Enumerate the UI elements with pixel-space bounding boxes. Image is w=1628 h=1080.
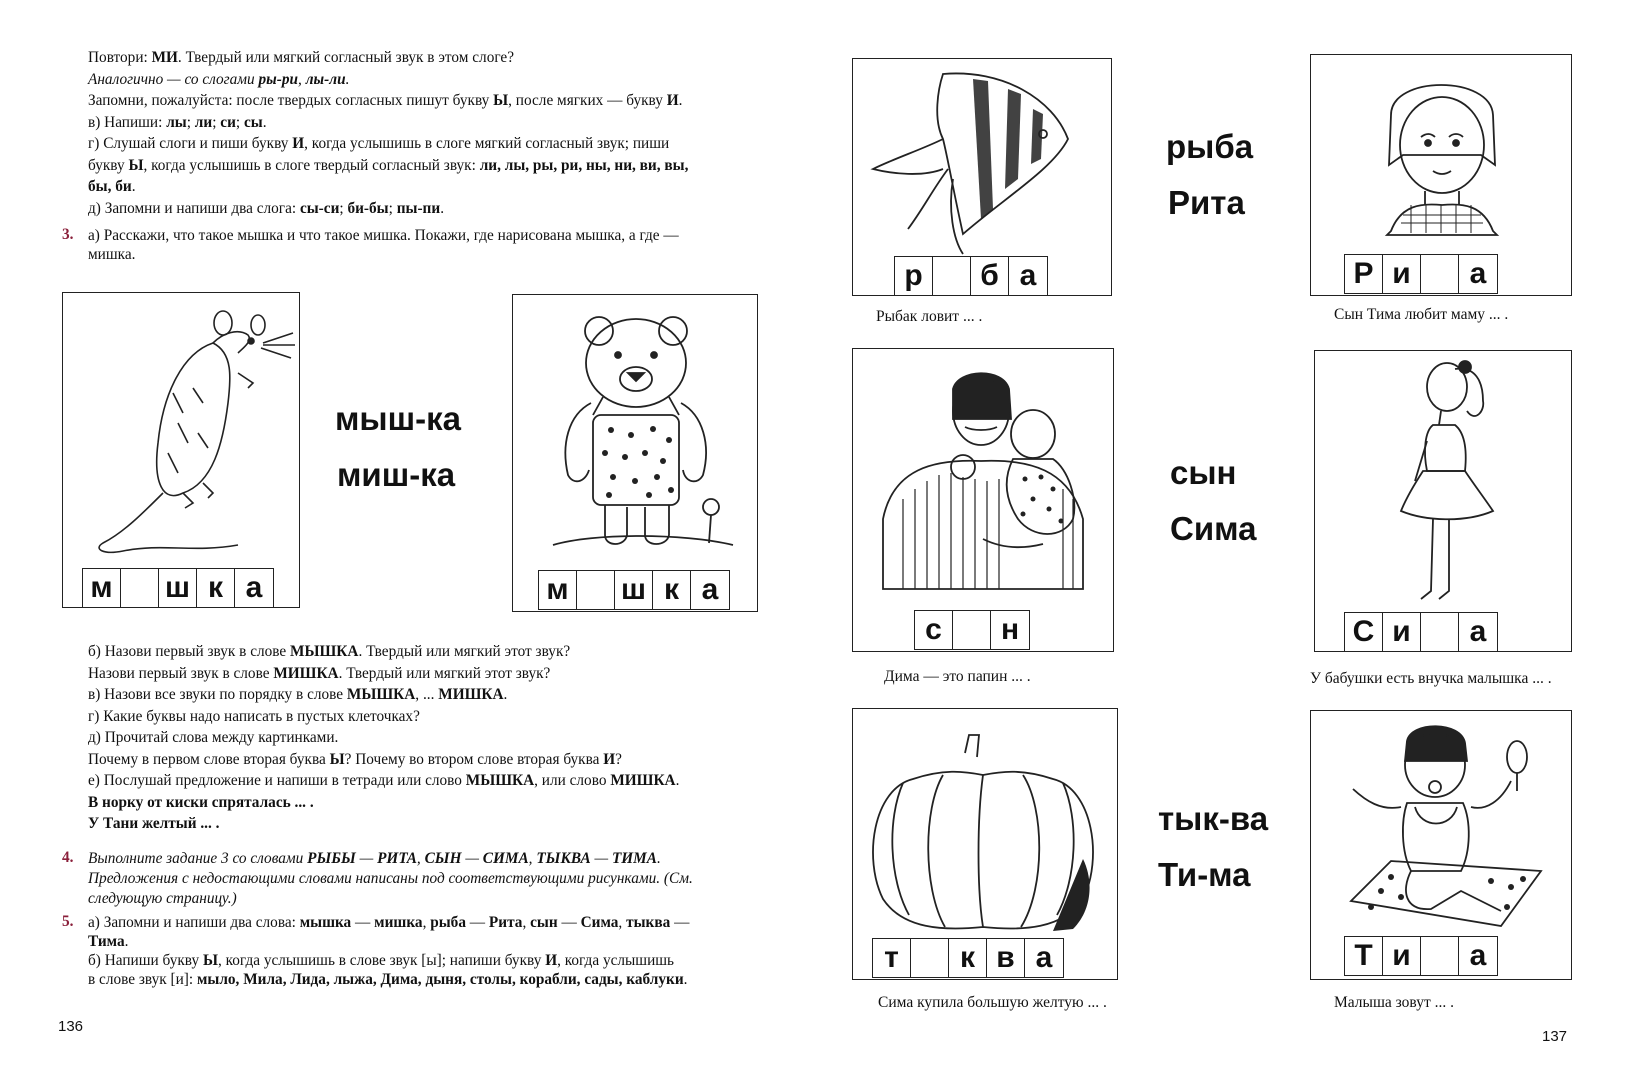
text-run: би-бы: [347, 199, 389, 217]
text-run: Назови первый звук в слове: [88, 664, 274, 682]
text-run: МИШКА: [438, 686, 504, 703]
text-line: [88, 134, 669, 153]
text-line: [88, 728, 338, 747]
letter-cell: и: [1383, 255, 1421, 293]
text-run: МЫШКА: [290, 643, 359, 660]
text-run: ?: [615, 750, 622, 768]
text-run: , когда услышишь в слове звук [ы]; напиши букву: [217, 952, 546, 969]
empty-letter-cell: [1421, 613, 1459, 651]
text-run: букву: [88, 156, 129, 174]
text-run: сын: [530, 914, 558, 931]
letter-cell: к: [197, 569, 235, 607]
text-run: —: [670, 914, 690, 931]
mouse-letter-cells: [82, 568, 274, 608]
text-run: .: [131, 178, 136, 195]
sima-letter-cells: [1344, 612, 1498, 652]
text-run: сы: [243, 113, 263, 131]
word-tima: Ти-ма: [1158, 856, 1251, 893]
page-number-right: 137: [1542, 1028, 1568, 1045]
text-run: в слове звук [и]:: [88, 971, 197, 988]
text-run: РЫБЫ: [307, 850, 356, 867]
text-run: лы-ли: [305, 70, 346, 88]
letter-cell: а: [245, 571, 263, 604]
letter-cell: и: [1383, 937, 1421, 975]
text-run: —: [557, 914, 581, 931]
text-run: Рита: [488, 914, 523, 931]
letter-cell: а: [1035, 941, 1053, 974]
text-line: [88, 113, 267, 132]
text-line: [88, 245, 135, 264]
text-run: ,: [522, 914, 531, 931]
bear-picture-frame: [512, 294, 758, 612]
task-3-questions: [88, 642, 788, 842]
standing-girl-icon: [1315, 351, 1573, 653]
text-run: И: [292, 135, 305, 152]
text-run: Тима: [88, 933, 125, 950]
text-run: тыква: [626, 914, 671, 931]
letter-cell: с: [915, 611, 953, 649]
text-run: .: [124, 933, 129, 950]
text-run: —: [461, 850, 483, 867]
text-run: , когда услышишь: [557, 952, 675, 969]
text-run: МЫШКА: [346, 686, 416, 703]
mouse-icon: [63, 293, 301, 609]
text-run: бы, би: [88, 178, 132, 195]
text-run: ,: [422, 914, 431, 931]
text-run: .: [656, 850, 661, 867]
caption-pumpkin: Сима купила большую желтую ... .: [878, 994, 1107, 1011]
text-line: [88, 771, 679, 790]
letter-cell: Т: [1345, 937, 1383, 975]
text-line: [88, 750, 622, 769]
letter-cell: т: [873, 939, 911, 977]
text-line: [88, 869, 693, 888]
text-line: [88, 951, 674, 970]
empty-letter-cell: [121, 569, 159, 607]
letter-cell: а: [701, 573, 719, 606]
text-run: —: [355, 850, 378, 867]
page-number-left: 136: [58, 1018, 84, 1035]
text-line: [88, 664, 550, 683]
text-run: . Твердый или мягкий согласный звук в этом слоге?: [177, 49, 514, 66]
text-run: мишка: [374, 914, 423, 931]
sima-picture-frame: [1314, 350, 1572, 652]
word-myshka: мыш-ка: [335, 400, 461, 437]
text-run: г) Какие буквы надо написать в пустых клеточках?: [88, 707, 420, 725]
text-line: [88, 48, 514, 67]
text-run: в) Назови все звуки по порядку в слове: [88, 686, 347, 703]
word-ryba: рыба: [1166, 128, 1254, 165]
text-run: г) Слушай слоги и пиши букву: [88, 135, 293, 152]
task-5-text: [88, 913, 788, 993]
letter-cell: а: [1469, 939, 1487, 972]
letter-cell: м: [83, 569, 121, 607]
text-run: , ...: [415, 686, 439, 703]
text-run: СИМА: [482, 850, 529, 867]
caption-son: Дима — это папин ... .: [884, 668, 1031, 685]
empty-letter-cell: [911, 939, 949, 977]
text-run: в) Напиши:: [88, 113, 167, 131]
text-run: Почему в первом слове вторая буква: [88, 750, 330, 768]
text-run: Ы: [329, 750, 345, 768]
letter-cell: ш: [615, 571, 653, 609]
text-run: а) Расскажи, что такое мышка и что такое мишка. Покажи, где нарисована мышка, а где —: [88, 227, 679, 244]
task-3-text: [88, 226, 788, 266]
text-line: [88, 177, 136, 196]
text-line: [88, 156, 688, 175]
text-run: И: [666, 92, 679, 109]
text-run: ? Почему во втором слове вторая буква: [344, 750, 604, 768]
text-run: мишка.: [88, 246, 136, 263]
letter-cell: к: [949, 939, 987, 977]
text-run: мыло, Мила, Лида, лыжа, Дима, дыня, столы, корабли, сады, каблуки: [196, 971, 684, 988]
text-line: [88, 707, 420, 726]
text-run: ры-ри: [258, 70, 299, 88]
text-run: ;: [388, 199, 397, 217]
text-run: рыба: [430, 914, 466, 931]
word-tykva: тык-ва: [1158, 800, 1269, 837]
text-run: МИ: [151, 49, 178, 66]
caption-sima: У бабушки есть внучка малышка ... .: [1310, 670, 1552, 687]
text-run: РИТА: [377, 850, 417, 867]
text-line: [88, 642, 570, 661]
word-rita: Рита: [1168, 184, 1245, 221]
text-line: [88, 685, 507, 704]
text-run: Сима: [580, 914, 619, 931]
letter-cell: а: [1469, 257, 1487, 290]
rita-letter-cells: [1344, 254, 1498, 294]
letter-cell: н: [1000, 613, 1020, 646]
letter-cell: ш: [159, 569, 197, 607]
caption-rita: Сын Тима любит маму ... .: [1334, 306, 1509, 323]
text-run: .: [440, 199, 445, 217]
text-line: [88, 91, 682, 110]
empty-letter-cell: [577, 571, 615, 609]
letter-cell: к: [653, 571, 691, 609]
text-run: б) Назови первый звук в слове: [88, 643, 291, 660]
text-run: ,: [528, 850, 537, 867]
text-run: ТИМА: [611, 850, 657, 867]
word-sima: Сима: [1170, 510, 1257, 547]
text-line: [88, 849, 661, 868]
task-3-number: 3.: [62, 226, 74, 243]
text-run: б) Напиши букву: [88, 952, 203, 969]
son-letter-cells: [914, 610, 1030, 650]
text-run: Аналогично — со слогами: [88, 70, 259, 88]
letter-cell: а: [1019, 259, 1037, 292]
letter-cell: и: [1383, 613, 1421, 651]
text-run: .: [345, 70, 350, 88]
text-line: [88, 889, 237, 908]
text-run: , или слово: [534, 772, 611, 789]
text-line: [88, 793, 314, 812]
text-run: ,: [618, 914, 627, 931]
text-run: .: [675, 772, 680, 789]
task-5-number: 5.: [62, 913, 74, 930]
text-run: ;: [212, 113, 221, 131]
text-run: следующую страницу.): [88, 890, 237, 907]
fish-letter-cells: [894, 256, 1048, 296]
text-run: .: [683, 971, 688, 988]
text-run: пы-пи: [396, 199, 441, 217]
letter-cell: а: [1469, 615, 1487, 648]
text-line: [88, 913, 689, 932]
letter-cell: р: [895, 257, 933, 295]
empty-letter-cell: [933, 257, 971, 295]
letter-cell: С: [1345, 613, 1383, 651]
text-run: ТЫКВА: [536, 850, 591, 867]
text-run: е) Послушай предложение и напиши в тетради или слово: [88, 772, 466, 789]
text-run: ,: [298, 70, 306, 88]
letter-cell: Р: [1345, 255, 1383, 293]
text-run: .: [262, 113, 267, 131]
text-line: [88, 970, 687, 989]
empty-letter-cell: [1421, 255, 1459, 293]
text-run: ;: [186, 113, 195, 131]
text-run: МИШКА: [273, 664, 339, 682]
caption-tima: Малыша зовут ... .: [1334, 994, 1454, 1011]
empty-letter-cell: [1421, 937, 1459, 975]
text-run: .: [678, 92, 683, 109]
word-mishka: миш-ка: [337, 456, 456, 493]
letter-cell: в: [987, 939, 1025, 977]
text-run: ли, лы, ры, ри, ны, ни, ви, вы,: [479, 156, 689, 174]
father-with-baby-icon: [853, 349, 1115, 653]
text-run: , когда услышишь в слоге твердый согласный звук:: [143, 156, 480, 174]
pumpkin-letter-cells: [872, 938, 1064, 978]
text-run: , когда услышишь в слоге мягкий согласный звук; пиши: [304, 135, 670, 152]
tima-letter-cells: [1344, 936, 1498, 976]
text-run: д) Запомни и напиши два слога:: [88, 199, 300, 217]
text-run: мышка: [299, 914, 352, 931]
text-line: [88, 932, 128, 951]
text-run: МЫШКА: [465, 772, 535, 789]
text-run: МИШКА: [610, 772, 676, 789]
text-run: ли: [194, 113, 213, 131]
text-run: Повтори:: [88, 49, 152, 66]
text-run: ;: [235, 113, 244, 131]
word-syn: сын: [1170, 454, 1237, 491]
caption-fish: Рыбак ловит ... .: [876, 308, 983, 325]
text-run: У Тани желтый ... .: [88, 815, 220, 832]
son-picture-frame: [852, 348, 1114, 652]
text-run: д) Прочитай слова между картинками.: [88, 729, 339, 746]
task-4-number: 4.: [62, 849, 74, 866]
text-run: —: [590, 850, 612, 867]
empty-letter-cell: [953, 611, 991, 649]
mouse-picture-frame: [62, 292, 300, 608]
text-run: а) Запомни и напиши два слова:: [88, 914, 300, 931]
text-run: Выполните задание 3 со словами: [88, 850, 308, 867]
text-run: Ы: [128, 156, 144, 174]
text-run: си: [220, 113, 236, 131]
teddy-bear-icon: [513, 295, 759, 613]
text-run: , после мягких — букву: [508, 92, 667, 109]
text-line: [88, 199, 444, 218]
text-run: И: [545, 952, 558, 969]
text-run: Ы: [202, 952, 218, 969]
text-run: Предложения с недостающими словами написаны под соответствующими рисунками. (См.: [88, 870, 693, 887]
text-run: ,: [416, 850, 425, 867]
task-4-text: [88, 849, 788, 909]
text-run: . Твердый или мягкий этот звук?: [358, 643, 571, 660]
text-run: —: [465, 914, 489, 931]
text-run: Запомни, пожалуйста: после твердых согласных пишут букву: [88, 92, 494, 109]
text-run: Ы: [493, 92, 509, 109]
text-run: .: [503, 686, 508, 703]
text-run: И: [603, 750, 616, 768]
letter-cell: б: [971, 257, 1009, 295]
text-line: [88, 70, 349, 89]
text-run: лы: [166, 113, 187, 131]
text-run: В норку от киски спряталась ... .: [88, 793, 314, 811]
letter-cell: м: [539, 571, 577, 609]
text-run: . Твердый или мягкий этот звук?: [338, 664, 551, 682]
bear-letter-cells: [538, 570, 730, 610]
intro-text: [88, 48, 788, 228]
text-run: —: [351, 914, 375, 931]
text-run: ;: [339, 199, 348, 217]
text-run: сы-си: [299, 199, 340, 217]
text-line: [88, 226, 679, 245]
text-line: [88, 814, 219, 833]
text-run: СЫН: [424, 850, 462, 867]
